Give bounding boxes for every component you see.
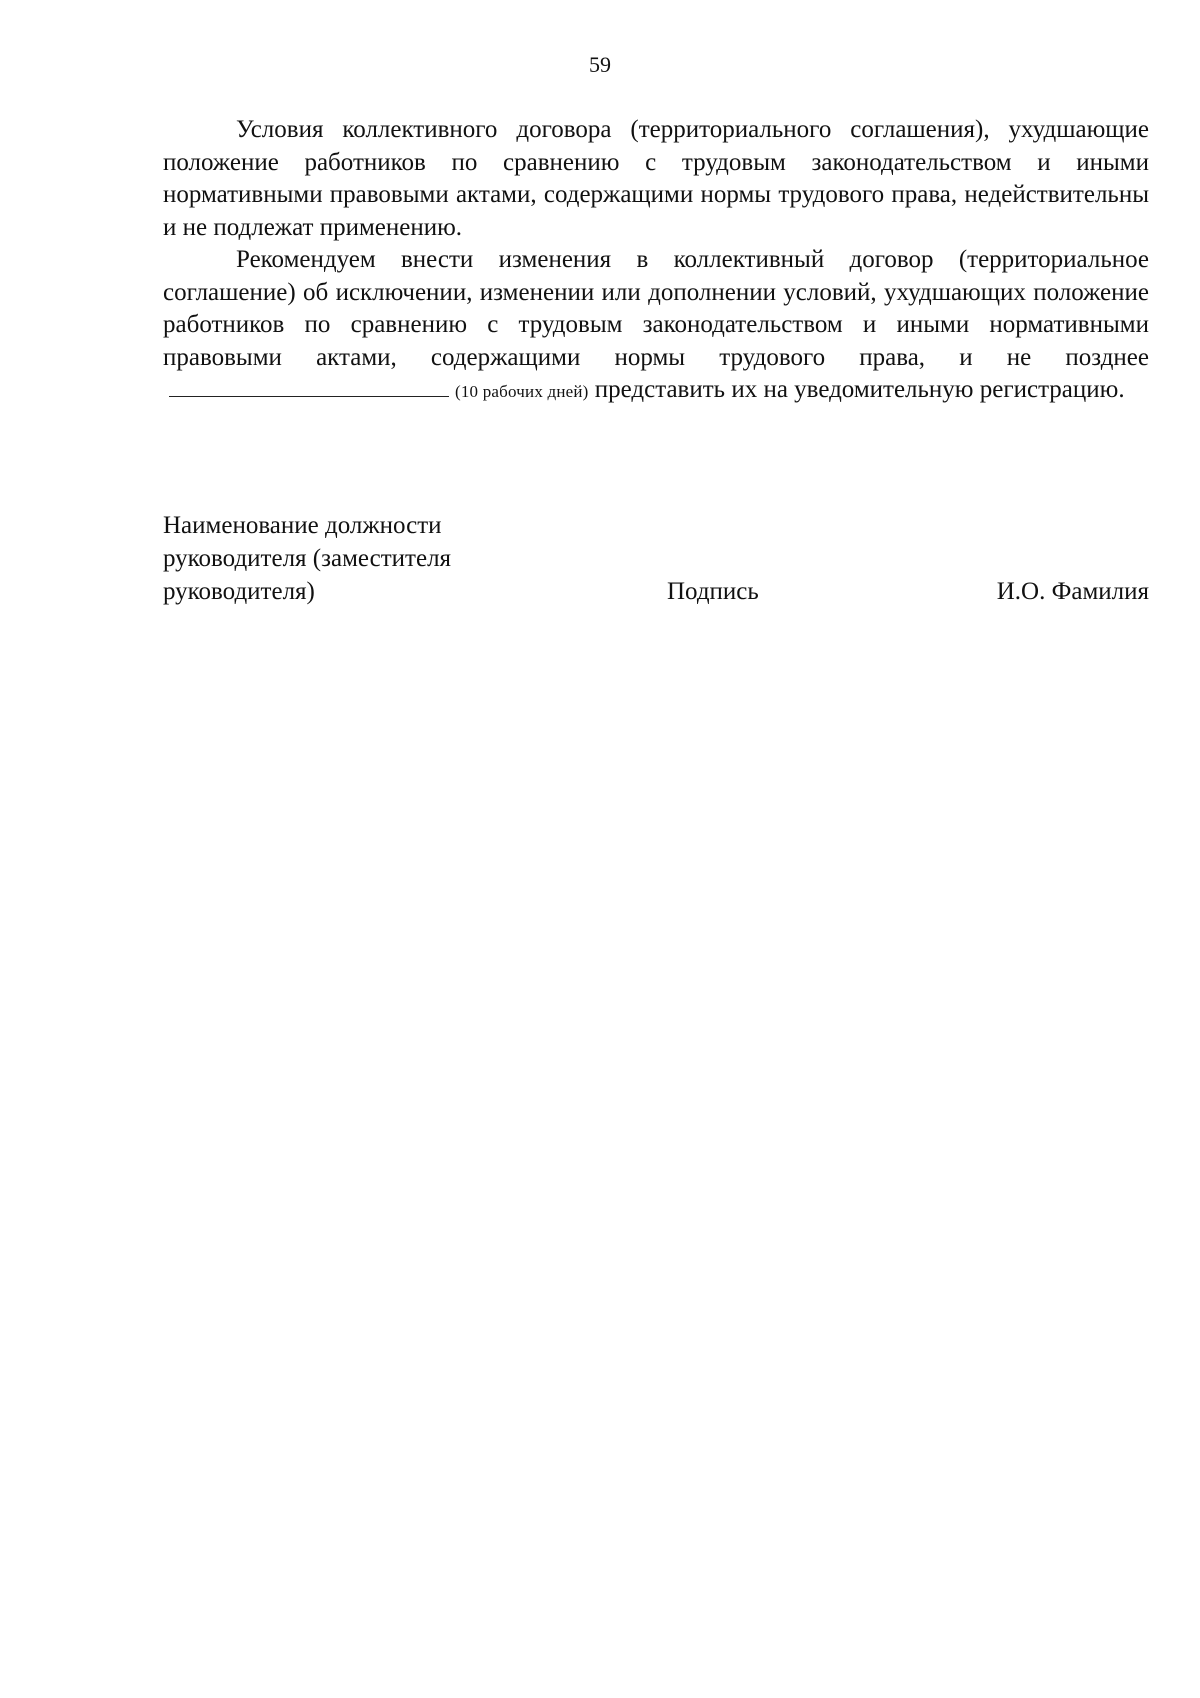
paragraph-2: [163, 244, 1149, 409]
deadline-suffix: представить их на уведомительную регистрацию.: [594, 376, 1125, 403]
document-body: [163, 114, 1149, 409]
page-number: 59: [589, 52, 611, 77]
position-line-1: Наименование должности: [163, 512, 442, 539]
signature-label: Подпись: [667, 578, 759, 605]
deadline-hint: (10 рабочих дней): [455, 382, 589, 401]
deadline-blank-field: [169, 378, 449, 397]
position-line-2: руководителя (заместителя: [163, 545, 452, 572]
position-line-3: руководителя): [163, 578, 315, 605]
position-title: [163, 509, 523, 608]
deadline-prefix: и не позднее: [959, 343, 1149, 371]
name-label: И.О. Фамилия: [996, 578, 1149, 605]
paragraph-2-text: Рекомендуем внести изменения в коллективный договор (территориальное соглашение) об исключении, изменении или дополнении условий, ухудшающих положение работников по сравнению с трудовым законодательством и иными нормативными правовыми актами, содержащими нормы трудового права,: [163, 246, 1149, 371]
paragraph-1: Условия коллективного договора (территориального соглашения), ухудшающие положение работников по сравнению с трудовым законодательством и иными нормативными правовыми актами, содержащими нормы трудового права, недействительны и не подлежат применению.: [163, 116, 1149, 241]
